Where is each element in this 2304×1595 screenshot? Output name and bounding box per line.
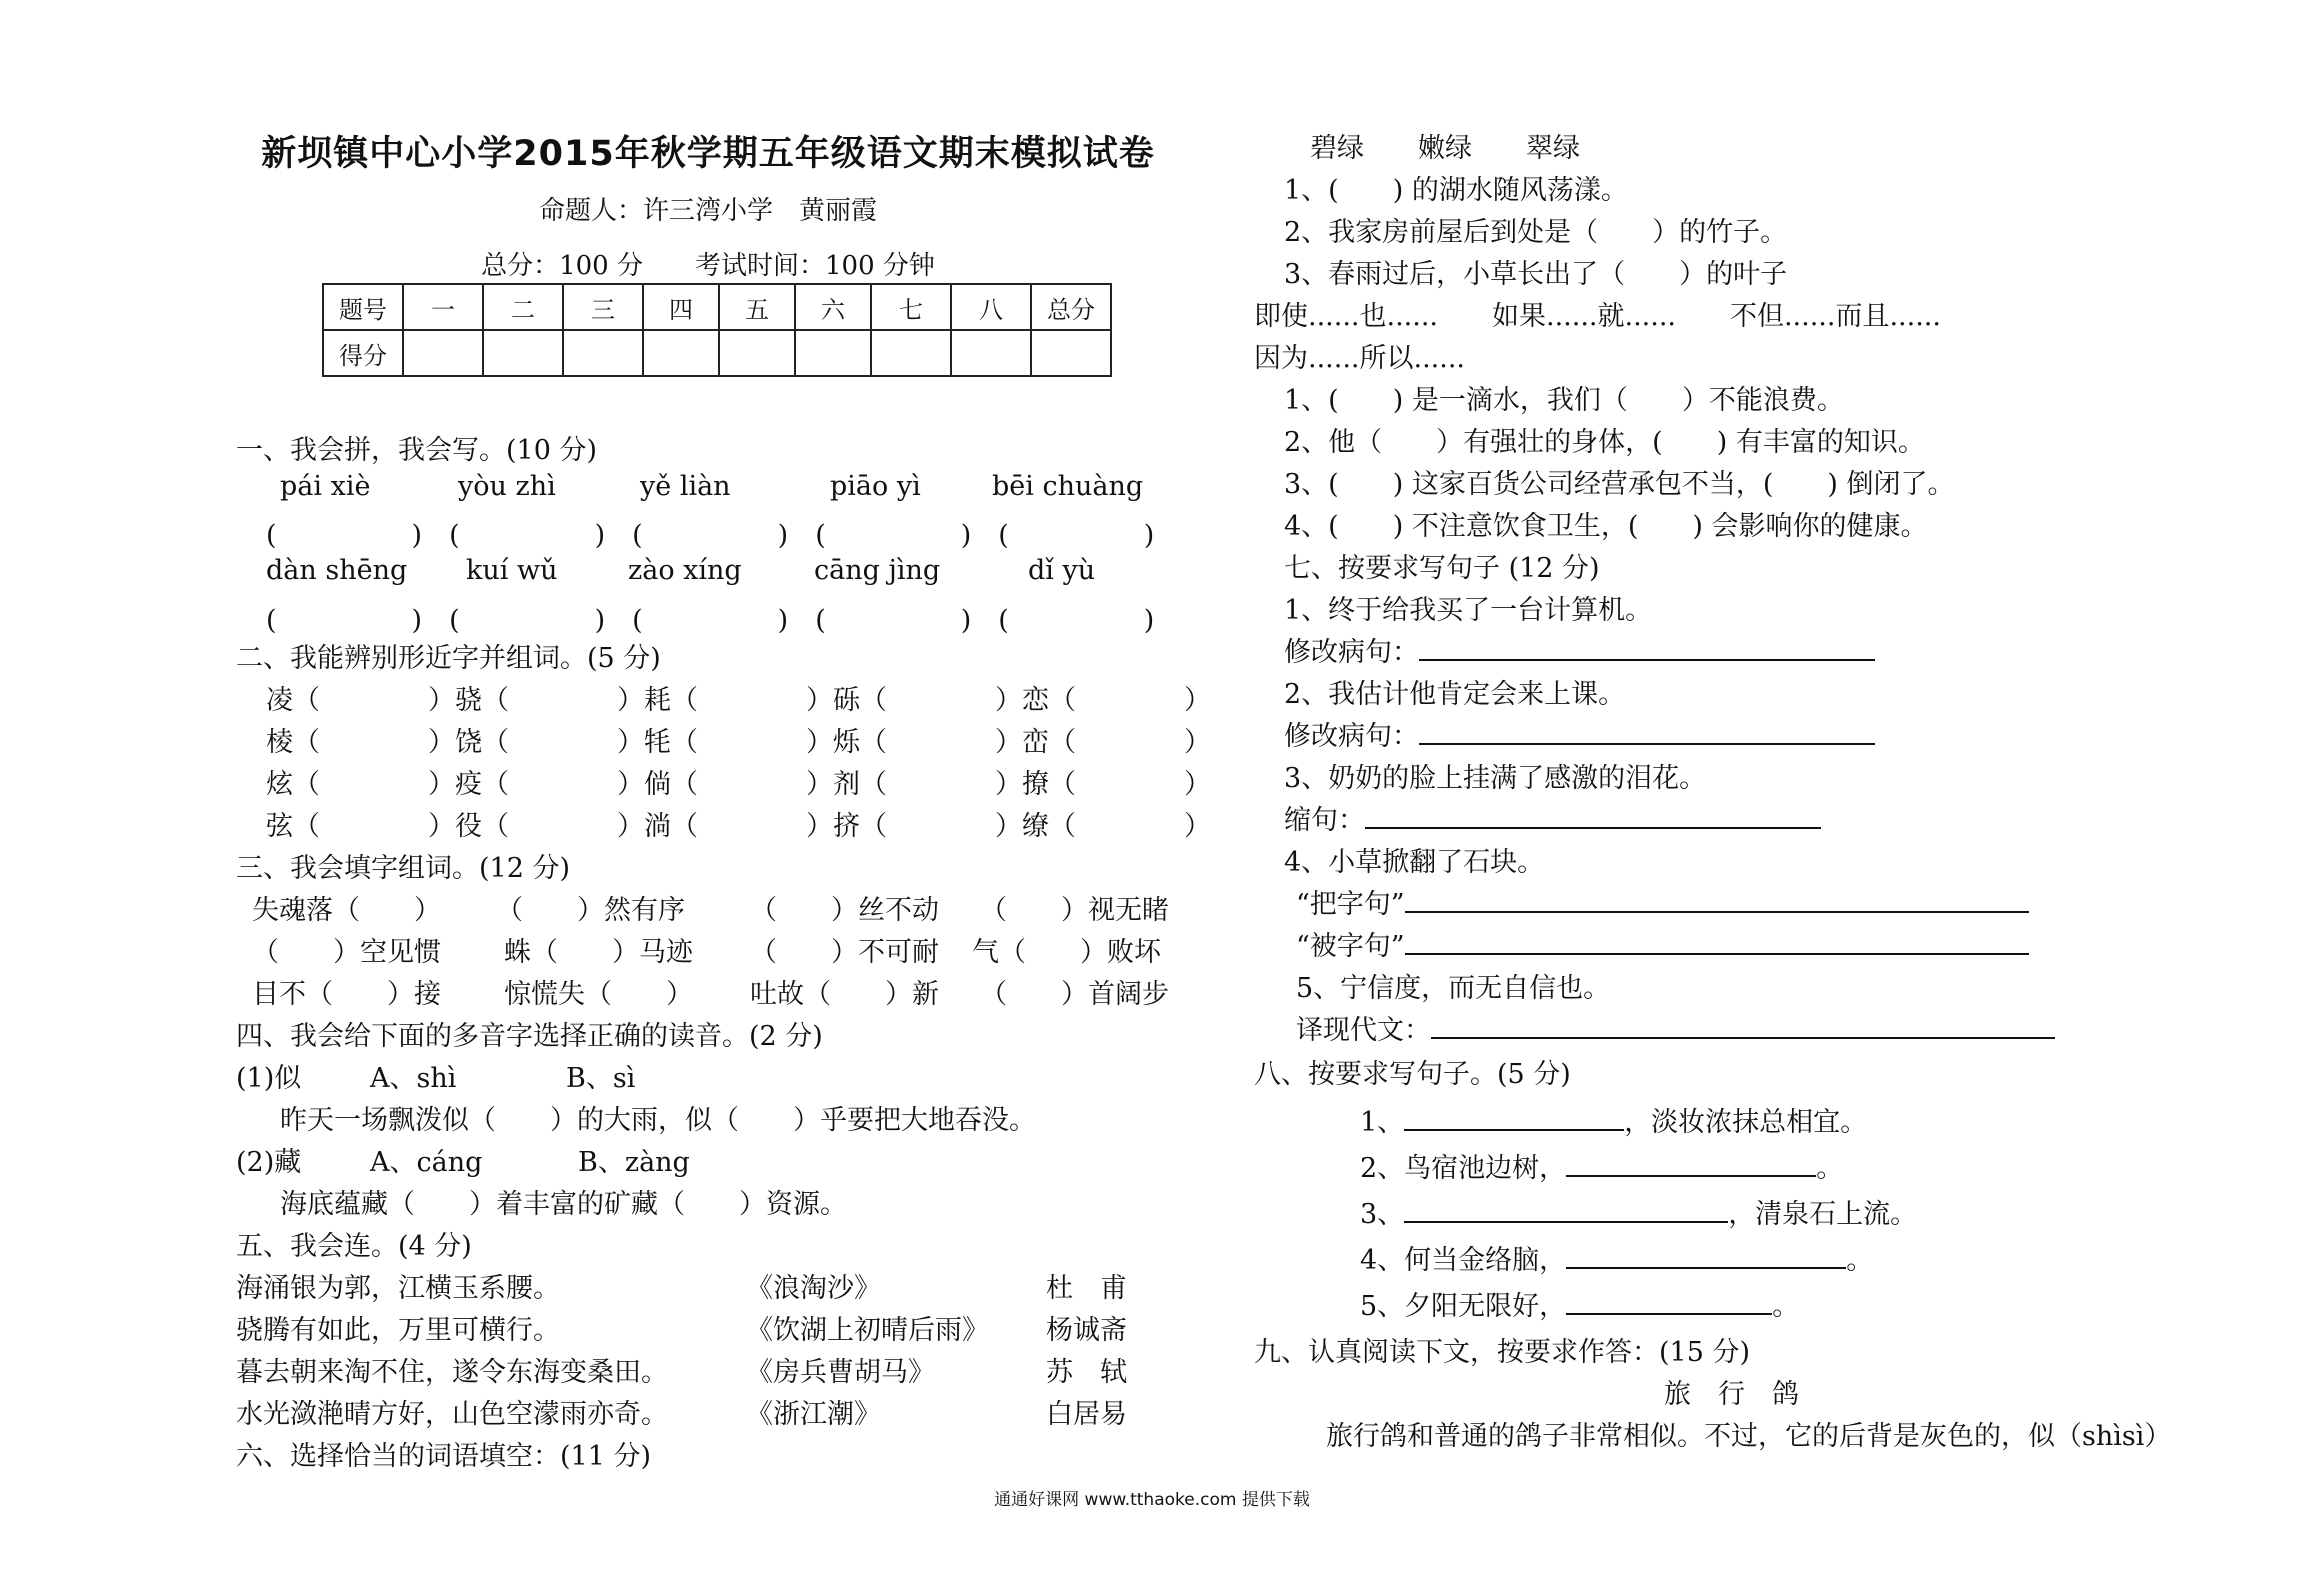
poem-line: 暮去朝来淘不住，遂令东海变桑田。 [236,1357,668,1388]
poem-fill-pre: 4、何当金络脑， [1360,1245,1567,1276]
poem-fill-pre: 1、 [1360,1107,1405,1138]
section-6-heading: 六、选择恰当的词语填空：(11 分) [236,1441,652,1472]
rewrite-sentence: 3、奶奶的脸上挂满了感激的泪花。 [1284,763,1707,794]
pinyin-item: cāng jìng [814,555,941,586]
poem-fill-pre: 2、鸟宿池边树， [1360,1153,1567,1184]
idiom-item: 目不（ ）接 [252,979,441,1010]
char-row: 凌（ ）骁（ ）耗（ ）砾（ ）恋（ ） [266,685,1211,716]
pinyin-item: piāo yì [830,471,921,502]
poem-fill-pre: 5、夕阳无限好， [1360,1291,1567,1322]
poem-fill-pre: 3、 [1360,1199,1405,1230]
char-item: 骁 [455,685,482,716]
word-choices: 碧绿 嫩绿 翠绿 [1310,133,1580,164]
answer-line[interactable] [1431,1036,2055,1039]
score-table [322,283,1112,377]
answer-label [1296,882,2029,921]
score-cell[interactable] [403,330,483,376]
answer-label-text: 修改病句： [1284,637,1419,668]
score-header-cell: 七 [871,284,951,330]
rewrite-sentence: 4、小草掀翻了石块。 [1284,847,1545,878]
score-cell[interactable] [563,330,643,376]
answer-line[interactable] [1405,952,2029,955]
answer-label-text: 修改病句： [1284,721,1419,752]
poem-fill-post: 。 [1846,1245,1874,1276]
pinyin-item: zào xíng [628,555,742,586]
score-header-cell: 五 [719,284,795,330]
char-item: 峦 [1022,727,1049,758]
passage-line: 旅行鸽和普通的鸽子非常相似。不过，它的后背是灰色的，似（shìsì） [1326,1421,2172,1452]
answer-line[interactable] [1566,1312,1772,1315]
idiom-item: 蛛（ ）马迹 [504,937,693,968]
score-table-header-row [323,284,1111,330]
poem-title: 《饮湖上初晴后雨》 [746,1315,989,1346]
pinyin-item: bēi chuàng [992,471,1144,502]
char-item: 凌 [266,685,293,716]
section-8-heading: 八、按要求写句子。(5 分) [1254,1059,1571,1090]
poem-line: 骁腾有如此，万里可横行。 [236,1315,560,1346]
poem-line: 水光潋滟晴方好，山色空濛雨亦奇。 [236,1399,668,1430]
char-item: 倘 [644,769,671,800]
score-table-score-row [323,330,1111,376]
poem-title: 《浪淘沙》 [746,1273,881,1304]
author-line: 命题人：许三湾小学 黄丽霞 [538,196,877,226]
option-a[interactable]: A、cáng [370,1147,483,1178]
idiom-item: 失魂落（ ） [252,895,441,926]
char-item: 饶 [455,727,482,758]
answer-brackets-row[interactable]: ( ) ( ) ( ) ( ) ( ) [266,520,1155,551]
idiom-item: （ ）不可耐 [750,937,939,968]
score-header-cell: 八 [951,284,1031,330]
score-time-line: 总分：100 分 考试时间：100 分钟 [481,251,935,281]
poet-name: 杜 甫 [1046,1273,1127,1304]
polyphone-sentence: 昨天一场飘泼似（ ）的大雨，似（ ）乎要把大地吞没。 [280,1105,1036,1136]
fill-question: 2、他（ ）有强壮的身体，( ) 有丰富的知识。 [1284,427,1925,458]
poem-title: 《浙江潮》 [746,1399,881,1430]
option-b[interactable]: B、sì [566,1063,636,1094]
char-item: 棱 [266,727,293,758]
section-7-heading: 七、按要求写句子 (12 分) [1284,553,1600,584]
pinyin-item: dǐ yù [1028,555,1096,586]
score-cell[interactable] [719,330,795,376]
poem-fill-post: ，淡妆浓抹总相宜。 [1624,1107,1868,1138]
section-5-heading: 五、我会连。(4 分) [236,1231,472,1262]
section-4-heading: 四、我会给下面的多音字选择正确的读音。(2 分) [236,1021,823,1052]
score-header-cell: 二 [483,284,563,330]
char-item: 剂 [833,769,860,800]
answer-line[interactable] [1419,742,1875,745]
char-item: 烁 [833,727,860,758]
char-item: 疫 [455,769,482,800]
section-3-heading: 三、我会填字组词。(12 分) [236,853,571,884]
char-item: 撩 [1022,769,1049,800]
idiom-item: （ ）丝不动 [750,895,939,926]
fill-question: 3、( ) 这家百货公司经营承包不当，( ) 倒闭了。 [1284,469,1955,500]
answer-label-text: 译现代文： [1296,1015,1431,1046]
poem-fill-post: 。 [1816,1153,1844,1184]
char-item: 炫 [266,769,293,800]
score-header-cell: 六 [795,284,871,330]
answer-brackets-row[interactable]: ( ) ( ) ( ) ( ) ( ) [266,605,1155,636]
answer-label [1284,630,1875,669]
answer-line[interactable] [1566,1174,1816,1177]
poem-title: 《房兵曹胡马》 [746,1357,935,1388]
score-header-cell: 三 [563,284,643,330]
fill-question: 2、我家房前屋后到处是（ ）的竹子。 [1284,217,1788,248]
section-1-heading: 一、我会拼，我会写。(10 分) [236,435,598,466]
section-9-heading: 九、认真阅读下文，按要求作答：(15 分) [1254,1337,1751,1368]
idiom-item: （ ）首阔步 [980,979,1169,1010]
score-cell[interactable] [1031,330,1111,376]
option-a[interactable]: A、shì [370,1063,457,1094]
char-item: 耗 [644,685,671,716]
fill-question: 1、( ) 的湖水随风荡漾。 [1284,175,1628,206]
pinyin-item: yě liàn [640,471,731,502]
answer-label [1296,1008,2055,1047]
poem-fill-item [1360,1238,1873,1277]
conjunction-choices: 即使......也...... 如果......就...... 不但......而且...... [1254,301,1941,332]
poem-fill-post: 。 [1772,1291,1800,1322]
poem-fill-item [1360,1192,1917,1231]
idiom-item: 吐故（ ）新 [750,979,939,1010]
poem-fill-item [1360,1146,1843,1185]
poem-line: 海涌银为郭，江横玉系腰。 [236,1273,560,1304]
score-cell[interactable] [795,330,871,376]
char-item: 恋 [1022,685,1049,716]
pinyin-item: yòu zhì [458,471,556,502]
answer-line[interactable] [1404,1220,1728,1223]
answer-label [1284,798,1821,837]
answer-line[interactable] [1419,658,1875,661]
exam-title: 新坝镇中心小学2015年秋学期五年级语文期末模拟试卷 [261,134,1155,174]
char-item: 淌 [644,811,671,842]
fill-question: 1、( ) 是一滴水，我们（ ）不能浪费。 [1284,385,1844,416]
answer-line[interactable] [1404,1128,1624,1131]
rewrite-sentence: 5、宁信度，而无自信也。 [1296,973,1611,1004]
answer-line[interactable] [1405,910,2029,913]
char-item: 役 [455,811,482,842]
char-row: 棱（ ）饶（ ）牦（ ）烁（ ）峦（ ） [266,727,1211,758]
score-cell[interactable] [643,330,719,376]
poet-name: 白居易 [1046,1399,1127,1430]
answer-label-text: “被字句” [1296,931,1405,962]
poet-name: 杨诚斋 [1046,1315,1127,1346]
idiom-item: 惊慌失（ ） [504,979,693,1010]
score-header-cell: 四 [643,284,719,330]
score-header-cell: 总分 [1031,284,1111,330]
char-item: 挤 [833,811,860,842]
rewrite-sentence: 1、终于给我买了一台计算机。 [1284,595,1653,626]
polyphone-label: (1)似 [236,1063,302,1094]
polyphone-label: (2)藏 [236,1147,302,1178]
poet-name: 苏 轼 [1046,1357,1127,1388]
score-cell[interactable] [951,330,1031,376]
conjunction-choices: 因为......所以...... [1254,343,1465,374]
section-2-heading: 二、我能辨别形近字并组词。(5 分) [236,643,661,674]
answer-label-text: 缩句： [1284,805,1365,836]
answer-label-text: “把字句” [1296,889,1405,920]
polyphone-sentence: 海底蕴藏（ ）着丰富的矿藏（ ）资源。 [280,1189,847,1220]
answer-label [1284,714,1875,753]
pinyin-item: dàn shēng [266,555,408,586]
idiom-item: （ ）然有序 [496,895,685,926]
char-item: 弦 [266,811,293,842]
char-item: 牦 [644,727,671,758]
score-cell[interactable] [483,330,563,376]
rewrite-sentence: 2、我估计他肯定会来上课。 [1284,679,1626,710]
poem-fill-post: ，清泉石上流。 [1728,1199,1918,1230]
answer-line[interactable] [1566,1266,1846,1269]
answer-label [1296,924,2029,963]
score-row-label: 得分 [323,330,403,376]
pinyin-item: pái xiè [280,471,371,502]
char-row: 炫（ ）疫（ ）倘（ ）剂（ ）撩（ ） [266,769,1211,800]
score-cell[interactable] [871,330,951,376]
fill-question: 3、春雨过后，小草长出了（ ）的叶子 [1284,259,1788,290]
pinyin-item: kuí wǔ [466,555,558,586]
char-row: 弦（ ）役（ ）淌（ ）挤（ ）缭（ ） [266,811,1211,842]
option-b[interactable]: B、zàng [578,1147,690,1178]
answer-line[interactable] [1365,826,1821,829]
idiom-item: （ ）空见惯 [252,937,441,968]
passage-title: 旅 行 鸽 [1664,1379,1799,1410]
char-item: 砾 [833,685,860,716]
fill-question: 4、( ) 不注意饮食卫生，( ) 会影响你的健康。 [1284,511,1928,542]
score-header-cell: 题号 [323,284,403,330]
page-footer: 通通好课网 www.tthaoke.com 提供下载 [994,1490,1310,1510]
idiom-item: 气（ ）败坏 [972,937,1161,968]
score-header-cell: 一 [403,284,483,330]
poem-fill-item [1360,1284,1799,1323]
idiom-item: （ ）视无睹 [980,895,1169,926]
char-item: 缭 [1022,811,1049,842]
poem-fill-item [1360,1100,1867,1139]
